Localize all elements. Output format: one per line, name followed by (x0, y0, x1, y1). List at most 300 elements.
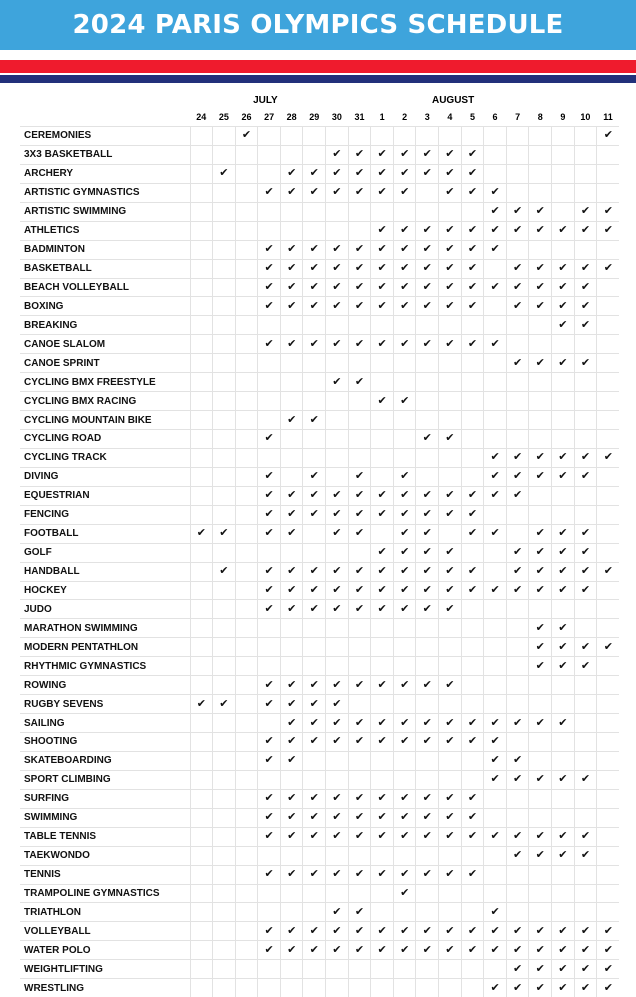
schedule-cell (597, 884, 620, 903)
day-label: 7 (506, 108, 529, 127)
schedule-cell (326, 884, 349, 903)
schedule-cell (235, 714, 258, 733)
schedule-cell (416, 240, 439, 259)
schedule-cell (461, 903, 484, 922)
schedule-cell (461, 960, 484, 979)
schedule-cell (484, 240, 507, 259)
schedule-cell (303, 392, 326, 411)
day-label: 27 (258, 108, 281, 127)
checkmark-icon: ✔ (287, 754, 296, 766)
schedule-cell (506, 240, 529, 259)
schedule-cell (506, 145, 529, 164)
checkmark-icon: ✔ (468, 811, 477, 823)
checkmark-icon: ✔ (377, 338, 386, 350)
schedule-cell (348, 695, 371, 714)
sport-name: CYCLING ROAD (20, 430, 190, 449)
schedule-cell (326, 846, 349, 865)
month-label: JULY (190, 93, 371, 108)
schedule-cell (484, 505, 507, 524)
checkmark-icon: ✔ (445, 148, 454, 160)
schedule-cell (552, 486, 575, 505)
schedule-cell (484, 676, 507, 695)
checkmark-icon: ✔ (355, 811, 364, 823)
schedule-cell (416, 164, 439, 183)
schedule-cell (597, 770, 620, 789)
schedule-cell (348, 751, 371, 770)
schedule-cell (393, 524, 416, 543)
checkmark-icon: ✔ (377, 395, 386, 407)
schedule-cell (213, 411, 236, 430)
checkmark-icon: ✔ (264, 243, 273, 255)
schedule-cell (416, 259, 439, 278)
schedule-cell (326, 373, 349, 392)
checkmark-icon: ✔ (310, 811, 319, 823)
sport-name: DIVING (20, 467, 190, 486)
schedule-cell (416, 221, 439, 240)
schedule-cell (574, 676, 597, 695)
schedule-cell (529, 392, 552, 411)
schedule-cell (484, 392, 507, 411)
checkmark-icon: ✔ (287, 717, 296, 729)
schedule-cell (280, 505, 303, 524)
schedule-cell (597, 259, 620, 278)
schedule-cell (506, 846, 529, 865)
schedule-cell (439, 373, 462, 392)
checkmark-icon: ✔ (264, 489, 273, 501)
checkmark-icon: ✔ (536, 224, 545, 236)
month-header-blank (20, 93, 190, 108)
schedule-cell (484, 411, 507, 430)
schedule-cell (416, 467, 439, 486)
schedule-cell (371, 865, 394, 884)
sport-name: ROWING (20, 676, 190, 695)
schedule-cell (190, 733, 213, 752)
schedule-cell (303, 884, 326, 903)
schedule-cell (280, 865, 303, 884)
schedule-cell (213, 846, 236, 865)
sport-row (20, 145, 619, 164)
sport-name: TENNIS (20, 865, 190, 884)
schedule-cell (258, 543, 281, 562)
sport-row (20, 676, 619, 695)
checkmark-icon: ✔ (581, 773, 590, 785)
checkmark-icon: ✔ (400, 262, 409, 274)
schedule-cell (190, 922, 213, 941)
schedule-cell (574, 127, 597, 146)
schedule-cell (416, 884, 439, 903)
schedule-cell (506, 127, 529, 146)
schedule-cell (348, 297, 371, 316)
schedule-cell (258, 770, 281, 789)
sport-name: TAEKWONDO (20, 846, 190, 865)
day-label: 5 (461, 108, 484, 127)
schedule-cell (416, 354, 439, 373)
schedule-cell (280, 524, 303, 543)
schedule-cell (190, 278, 213, 297)
schedule-cell (506, 278, 529, 297)
schedule-cell (326, 770, 349, 789)
schedule-cell (461, 619, 484, 638)
schedule-cell (348, 941, 371, 960)
schedule-cell (371, 638, 394, 657)
schedule-cell (529, 619, 552, 638)
schedule-cell (213, 543, 236, 562)
schedule-cell (348, 240, 371, 259)
schedule-cell (461, 240, 484, 259)
checkmark-icon: ✔ (558, 773, 567, 785)
schedule-cell (371, 467, 394, 486)
schedule-cell (258, 657, 281, 676)
schedule-cell (597, 581, 620, 600)
checkmark-icon: ✔ (287, 811, 296, 823)
sport-name: SPORT CLIMBING (20, 770, 190, 789)
schedule-cell (326, 183, 349, 202)
checkmark-icon: ✔ (287, 414, 296, 426)
schedule-cell (552, 127, 575, 146)
sport-row (20, 392, 619, 411)
sport-row (20, 543, 619, 562)
schedule-cell (258, 467, 281, 486)
checkmark-icon: ✔ (355, 565, 364, 577)
schedule-cell (416, 657, 439, 676)
schedule-cell (371, 960, 394, 979)
checkmark-icon: ✔ (581, 830, 590, 842)
schedule-cell (552, 335, 575, 354)
schedule-cell (393, 960, 416, 979)
schedule-cell (371, 202, 394, 221)
sport-row (20, 505, 619, 524)
schedule-cell (439, 789, 462, 808)
schedule-cell (416, 581, 439, 600)
schedule-cell (552, 562, 575, 581)
schedule-cell (371, 846, 394, 865)
checkmark-icon: ✔ (423, 603, 432, 615)
checkmark-icon: ✔ (513, 773, 522, 785)
schedule-cell (280, 751, 303, 770)
schedule-cell (552, 467, 575, 486)
schedule-cell (258, 922, 281, 941)
schedule-cell (303, 865, 326, 884)
checkmark-icon: ✔ (400, 224, 409, 236)
schedule-cell (213, 278, 236, 297)
schedule-cell (506, 430, 529, 449)
sport-name: BEACH VOLLEYBALL (20, 278, 190, 297)
checkmark-icon: ✔ (513, 205, 522, 217)
sport-name: EQUESTRIAN (20, 486, 190, 505)
checkmark-icon: ✔ (581, 262, 590, 274)
schedule-cell (235, 619, 258, 638)
checkmark-icon: ✔ (355, 300, 364, 312)
checkmark-icon: ✔ (468, 338, 477, 350)
checkmark-icon: ✔ (377, 811, 386, 823)
schedule-cell (190, 505, 213, 524)
checkmark-icon: ✔ (558, 357, 567, 369)
schedule-cell (235, 373, 258, 392)
schedule-cell (416, 278, 439, 297)
schedule-cell (303, 600, 326, 619)
schedule-cell (235, 770, 258, 789)
schedule-cell (484, 638, 507, 657)
checkmark-icon: ✔ (581, 357, 590, 369)
day-label: 31 (348, 108, 371, 127)
schedule-cell (393, 543, 416, 562)
checkmark-icon: ✔ (558, 470, 567, 482)
checkmark-icon: ✔ (332, 338, 341, 350)
checkmark-icon: ✔ (423, 300, 432, 312)
checkmark-icon: ✔ (400, 679, 409, 691)
schedule-cell (348, 770, 371, 789)
schedule-cell (506, 600, 529, 619)
checkmark-icon: ✔ (377, 186, 386, 198)
schedule-cell (439, 467, 462, 486)
schedule-cell (190, 600, 213, 619)
schedule-cell (597, 657, 620, 676)
schedule-cell (416, 373, 439, 392)
checkmark-icon: ✔ (581, 224, 590, 236)
checkmark-icon: ✔ (332, 868, 341, 880)
day-label: 6 (484, 108, 507, 127)
schedule-cell (439, 979, 462, 997)
checkmark-icon: ✔ (287, 698, 296, 710)
schedule-cell (597, 941, 620, 960)
schedule-cell (574, 278, 597, 297)
schedule-cell (484, 922, 507, 941)
checkmark-icon: ✔ (264, 925, 273, 937)
checkmark-icon: ✔ (513, 849, 522, 861)
schedule-cell (484, 714, 507, 733)
schedule-cell (371, 695, 394, 714)
schedule-cell (393, 164, 416, 183)
schedule-cell (439, 695, 462, 714)
checkmark-icon: ✔ (310, 698, 319, 710)
schedule-cell (280, 297, 303, 316)
schedule-cell (597, 354, 620, 373)
sport-name: HANDBALL (20, 562, 190, 581)
schedule-cell (371, 770, 394, 789)
sport-name: 3X3 BASKETBALL (20, 145, 190, 164)
checkmark-icon: ✔ (264, 338, 273, 350)
schedule-cell (597, 145, 620, 164)
checkmark-icon: ✔ (377, 603, 386, 615)
checkmark-icon: ✔ (400, 395, 409, 407)
checkmark-icon: ✔ (490, 243, 499, 255)
schedule-cell (326, 316, 349, 335)
schedule-cell (348, 619, 371, 638)
checkmark-icon: ✔ (536, 451, 545, 463)
schedule-cell (303, 979, 326, 997)
schedule-cell (371, 354, 394, 373)
schedule-cell (326, 789, 349, 808)
schedule-cell (416, 619, 439, 638)
schedule-cell (597, 638, 620, 657)
checkmark-icon: ✔ (377, 944, 386, 956)
schedule-cell (574, 392, 597, 411)
schedule-cell (439, 619, 462, 638)
schedule-cell (461, 789, 484, 808)
schedule-cell (303, 619, 326, 638)
schedule-cell (280, 316, 303, 335)
checkmark-icon: ✔ (264, 811, 273, 823)
schedule-cell (348, 676, 371, 695)
schedule-cell (393, 619, 416, 638)
schedule-cell (484, 354, 507, 373)
checkmark-icon: ✔ (377, 584, 386, 596)
schedule-cell (393, 240, 416, 259)
schedule-cell (280, 714, 303, 733)
sport-name: VOLLEYBALL (20, 922, 190, 941)
schedule-cell (574, 221, 597, 240)
schedule-cell (416, 751, 439, 770)
schedule-cell (506, 884, 529, 903)
schedule-cell (439, 316, 462, 335)
sport-name: SHOOTING (20, 733, 190, 752)
schedule-cell (574, 751, 597, 770)
schedule-cell (529, 543, 552, 562)
schedule-cell (213, 373, 236, 392)
schedule-cell (416, 486, 439, 505)
schedule-cell (529, 430, 552, 449)
schedule-cell (529, 865, 552, 884)
checkmark-icon: ✔ (558, 546, 567, 558)
checkmark-icon: ✔ (355, 830, 364, 842)
checkmark-icon: ✔ (264, 754, 273, 766)
schedule-cell (213, 467, 236, 486)
checkmark-icon: ✔ (490, 717, 499, 729)
checkmark-icon: ✔ (423, 830, 432, 842)
checkmark-icon: ✔ (558, 527, 567, 539)
schedule-cell (529, 789, 552, 808)
schedule-cell (258, 562, 281, 581)
schedule-cell (235, 922, 258, 941)
schedule-cell (416, 960, 439, 979)
sport-name: HOCKEY (20, 581, 190, 600)
schedule-cell (439, 127, 462, 146)
checkmark-icon: ✔ (468, 262, 477, 274)
checkmark-icon: ✔ (423, 243, 432, 255)
sport-name: CEREMONIES (20, 127, 190, 146)
checkmark-icon: ✔ (604, 944, 613, 956)
schedule-cell (461, 581, 484, 600)
sport-row (20, 335, 619, 354)
schedule-cell (484, 827, 507, 846)
schedule-cell (529, 960, 552, 979)
schedule-cell (371, 297, 394, 316)
sport-row (20, 827, 619, 846)
schedule-cell (258, 373, 281, 392)
schedule-cell (552, 164, 575, 183)
schedule-cell (303, 524, 326, 543)
schedule-cell (326, 922, 349, 941)
checkmark-icon: ✔ (445, 186, 454, 198)
schedule-cell (529, 240, 552, 259)
schedule-cell (190, 430, 213, 449)
schedule-cell (280, 127, 303, 146)
schedule-cell (461, 714, 484, 733)
sport-name: ARCHERY (20, 164, 190, 183)
schedule-cell (461, 543, 484, 562)
checkmark-icon: ✔ (332, 679, 341, 691)
schedule-cell (574, 335, 597, 354)
checkmark-icon: ✔ (377, 717, 386, 729)
schedule-cell (393, 733, 416, 752)
checkmark-icon: ✔ (310, 167, 319, 179)
checkmark-icon: ✔ (423, 167, 432, 179)
schedule-cell (303, 240, 326, 259)
schedule-cell (597, 164, 620, 183)
checkmark-icon: ✔ (287, 338, 296, 350)
schedule-cell (258, 695, 281, 714)
checkmark-icon: ✔ (355, 508, 364, 520)
schedule-cell (258, 316, 281, 335)
checkmark-icon: ✔ (490, 224, 499, 236)
sport-name: CANOE SLALOM (20, 335, 190, 354)
schedule-cell (190, 827, 213, 846)
sport-row (20, 297, 619, 316)
checkmark-icon: ✔ (558, 641, 567, 653)
schedule-cell (529, 373, 552, 392)
checkmark-icon: ✔ (536, 830, 545, 842)
schedule-cell (552, 903, 575, 922)
schedule-cell (416, 448, 439, 467)
checkmark-icon: ✔ (377, 679, 386, 691)
schedule-cell (235, 524, 258, 543)
checkmark-icon: ✔ (332, 565, 341, 577)
schedule-cell (461, 145, 484, 164)
checkmark-icon: ✔ (377, 148, 386, 160)
checkmark-icon: ✔ (558, 262, 567, 274)
schedule-cell (280, 164, 303, 183)
checkmark-icon: ✔ (310, 944, 319, 956)
checkmark-icon: ✔ (536, 262, 545, 274)
schedule-cell (393, 789, 416, 808)
checkmark-icon: ✔ (558, 660, 567, 672)
checkmark-icon: ✔ (310, 243, 319, 255)
schedule-cell (552, 373, 575, 392)
sport-row (20, 127, 619, 146)
checkmark-icon: ✔ (332, 300, 341, 312)
schedule-cell (574, 467, 597, 486)
schedule-cell (506, 221, 529, 240)
schedule-cell (326, 865, 349, 884)
schedule-cell (529, 657, 552, 676)
schedule-cell (597, 619, 620, 638)
schedule-cell (326, 448, 349, 467)
checkmark-icon: ✔ (264, 565, 273, 577)
schedule-cell (393, 316, 416, 335)
schedule-cell (416, 638, 439, 657)
schedule-cell (597, 751, 620, 770)
checkmark-icon: ✔ (287, 508, 296, 520)
white-stripe (0, 50, 636, 60)
checkmark-icon: ✔ (264, 679, 273, 691)
schedule-cell (597, 695, 620, 714)
schedule-cell (439, 600, 462, 619)
checkmark-icon: ✔ (287, 735, 296, 747)
schedule-cell (326, 808, 349, 827)
sport-row (20, 221, 619, 240)
schedule-cell (235, 751, 258, 770)
checkmark-icon: ✔ (310, 489, 319, 501)
day-header-blank (20, 108, 190, 127)
schedule-cell (190, 884, 213, 903)
schedule-cell (506, 562, 529, 581)
schedule-cell (461, 278, 484, 297)
checkmark-icon: ✔ (445, 830, 454, 842)
schedule-cell (529, 979, 552, 997)
schedule-cell (597, 676, 620, 695)
schedule-cell (190, 638, 213, 657)
schedule-cell (326, 562, 349, 581)
